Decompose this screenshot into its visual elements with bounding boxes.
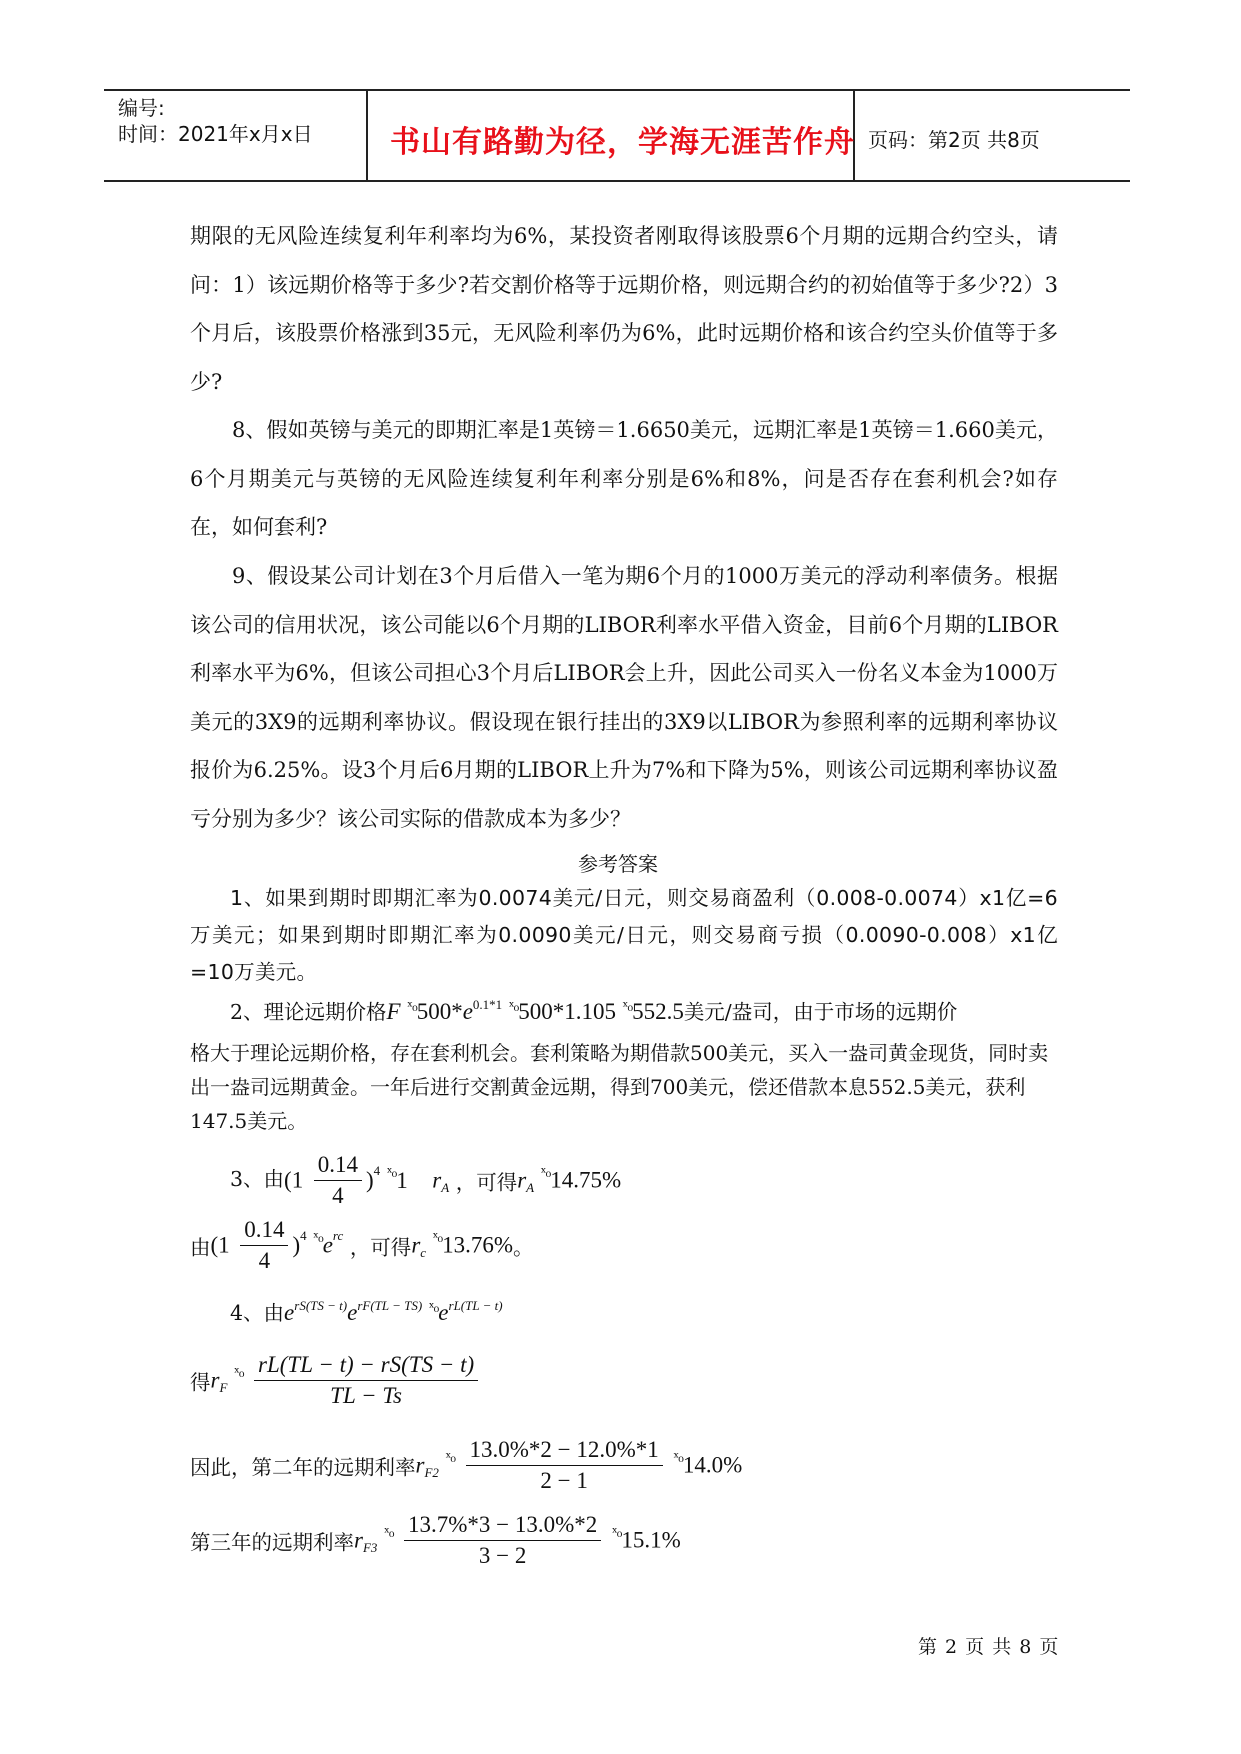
question-9: 9、假设某公司计划在3个月后借入一笔为期6个月的1000万美元的浮动利率债务。根据该公司的信用状况，该公司能以6个月期的LIBOR利率水平借入资金，目前6个月期的LIBOR利率水平为6%，但该公司担心3个月后LIBOR会上升，因此公司买入一份名义本金为1000万美元的3X9的远期利率协议。假设现在银行挂出的3X9以LIBOR为参照利率的远期利率协议报价为6.25%。设3个月后6月期的LIBOR上升为7%和下降为5%，则该公司远期利率协议盈亏分别为多少？该公司实际的借款成本为多少？ [190,564,1058,831]
answer-3b-fraction [240,1215,288,1276]
answer-4d-value: 15.1% [621,1527,681,1553]
answers-title: 参考答案 [578,852,658,876]
answer-2-value: 552.5 [632,999,684,1024]
answer-2-500: 500* [416,999,463,1024]
fraction-numerator: 13.0%*2 − 12.0%*1 [466,1435,663,1466]
question-7-continued: 期限的无风险连续复利年利率均为6%，某投资者刚取得该股票6个月期的远期合约空头，请问：1）该远期价格等于多少?若交割价格等于远期价格，则远期合约的初始值等于多少?2）3个月后，该股票价格涨到35元，无风险利率仍为6%，此时远期价格和该合约空头价值等于多少? [190,224,1058,394]
answer-4b-r-sub: F [219,1380,228,1395]
fraction-denominator: TL − Ts [330,1383,402,1408]
equals-glyph: ˣ₀ [383,1524,394,1541]
header-top-rule [104,89,1130,91]
answer-4-e2: e [347,1300,358,1325]
answer-4-line3 [190,1435,742,1496]
answer-3-one: 1 [396,1167,408,1193]
answer-2-rest: 格大于理论远期价格，存在套利机会。套利策略为期借款500美元，买入一盎司黄金现货，同时卖出一盎司远期黄金。一年后进行交割黄金远期，得到700美元，偿还借款本息552.5美元，获利147.5美元。 [190,1041,1049,1133]
answer-2-prefix: 2、理论远期价格 [230,1000,387,1024]
answer-4-e1: e [284,1300,295,1325]
answer-4c-value: 14.0% [682,1452,743,1478]
answer-4d-r-sub: F3 [362,1540,378,1555]
equals-glyph: ˣ₀ [313,1229,323,1246]
answer-3b-end: 。 [513,1235,534,1260]
answer-3-prefix: 3、由 [230,1167,285,1191]
answer-4b-prefix: 得 [190,1370,211,1395]
answer-3b-r: r [411,1232,421,1258]
answer-3-value: 14.75% [550,1167,622,1193]
header-divider-left [366,89,368,181]
header-page-label: 页码：第2页 共8页 [868,128,1040,152]
answer-4b-fraction [254,1350,478,1411]
answer-4d-fraction [404,1510,601,1571]
answer-4-e3: e [438,1300,449,1325]
question-8: 8、假如英镑与美元的即期汇率是1英镑＝1.6650美元，远期汇率是1英镑＝1.660美元，6个月期美元与英镑的无风险连续复利年利率分别是6%和8%，问是否存在套利机会?如存在，如何套利? [190,418,1058,539]
equals-glyph: ˣ₀ [508,999,519,1015]
answer-2-F: F [386,999,401,1024]
equals-glyph: ˣ₀ [611,1524,622,1541]
answer-3-line2: 由(1 $\frac{0.14}{4}$ )$^4$ $^{ˣ_0}e^{rc}$ ，可得$r_c$ $^{ˣ_0}$13.76%。 [190,1215,534,1276]
fraction-numerator: 13.7%*3 − 13.0%*2 [404,1510,601,1541]
answer-3-power: 4 [373,1162,381,1178]
equals-glyph: ˣ₀ [432,1229,443,1246]
answer-3-r-sub: A [441,1180,450,1195]
equals-glyph: ˣ₀ [622,999,633,1015]
fraction-numerator: 0.14 [240,1215,288,1246]
answer-4c-prefix: 因此，第二年的远期利率 [190,1455,416,1480]
header-motto: 书山有路勤为径，学海无涯苦作舟 [390,125,855,160]
fraction-numerator: 0.14 [314,1150,362,1181]
fraction-denominator: 3 − 2 [478,1543,527,1568]
answer-2-suffix: 美元/盎司，由于市场的远期价 [683,1000,958,1024]
equals-glyph: ˣ₀ [445,1449,455,1466]
answer-4-prefix: 4、由 [230,1301,285,1325]
fraction-denominator: 4 [332,1183,344,1208]
answer-3b-open: (1 [210,1232,230,1258]
answer-3b-prefix: 由 [190,1235,211,1260]
answer-3b-e: e [322,1232,333,1258]
answer-4d-prefix: 第三年的远期利率 [190,1530,354,1555]
fraction-denominator: 4 [258,1248,271,1273]
answer-4-exp3: rL(TL − t) [448,1298,503,1313]
answer-3b-exponent: rc [332,1227,344,1243]
answer-3-r2-sub: A [526,1180,535,1195]
equals-glyph: ˣ₀ [407,999,417,1015]
answer-1: 1、如果到期时即期汇率为0.0074美元/日元，则交易商盈利（0.008-0.0074）x1亿=6万美元；如果到期时即期汇率为0.0090美元/日元，则交易商亏损（0.0090-0.008）x1亿=10万美元。 [190,886,1058,984]
answer-4c-fraction [466,1435,663,1496]
answer-4b-r: r [210,1367,220,1393]
equals-glyph: ˣ₀ [386,1164,397,1181]
answer-4c-r: r [415,1452,425,1478]
header-number-label: 编号: [118,96,165,120]
answer-3b-power: 4 [300,1227,307,1243]
answer-4d-r: r [354,1527,363,1553]
equals-glyph: ˣ₀ [673,1449,683,1466]
answer-3b-comma: ，可得 [349,1235,412,1260]
answer-4-exp2: rF(TL − TS) [357,1298,423,1313]
answer-4c-r-sub: F2 [424,1465,439,1480]
fraction-numerator: rL(TL − t) − rS(TS − t) [254,1350,478,1381]
answer-4-line4 [190,1510,681,1571]
answer-3-r2: r [517,1167,527,1193]
answer-3b-r-sub: c [420,1245,427,1260]
header-time-label: 时间：2021年x月x日 [118,122,313,146]
answer-4-line1 [230,1296,503,1326]
answer-2-e: e [462,999,473,1024]
answer-3-r: r [432,1167,442,1193]
equals-glyph: ˣ₀ [233,1364,244,1381]
fraction-denominator: 2 − 1 [540,1468,588,1493]
answer-3-line1: 3、由(1 $\frac{0.14}{4}$ )$^4$ $^{ˣ_0}$1 $r_A$ ，可得$r_A$ $^{ˣ_0}$14.75% [230,1150,621,1211]
answer-2-line1 [230,995,957,1025]
answer-3-open: (1 [284,1167,304,1193]
answer-2-exponent: 0.1*1 [472,997,503,1012]
footer-page-number: 第 2 页 共 8 页 [918,1636,1060,1658]
header-bottom-rule [104,180,1130,182]
answer-3-comma: ，可得 [455,1170,518,1195]
equals-glyph: ˣ₀ [540,1164,551,1181]
answer-3b-value: 13.76% [442,1232,514,1258]
answer-4-line2 [190,1350,482,1411]
answer-3-fraction [314,1150,362,1211]
answer-4-exp1: rS(TS − t) [294,1298,348,1313]
answer-2-mid: 500*1.105 [518,999,616,1024]
equals-glyph: ˣ₀ [428,1300,439,1316]
